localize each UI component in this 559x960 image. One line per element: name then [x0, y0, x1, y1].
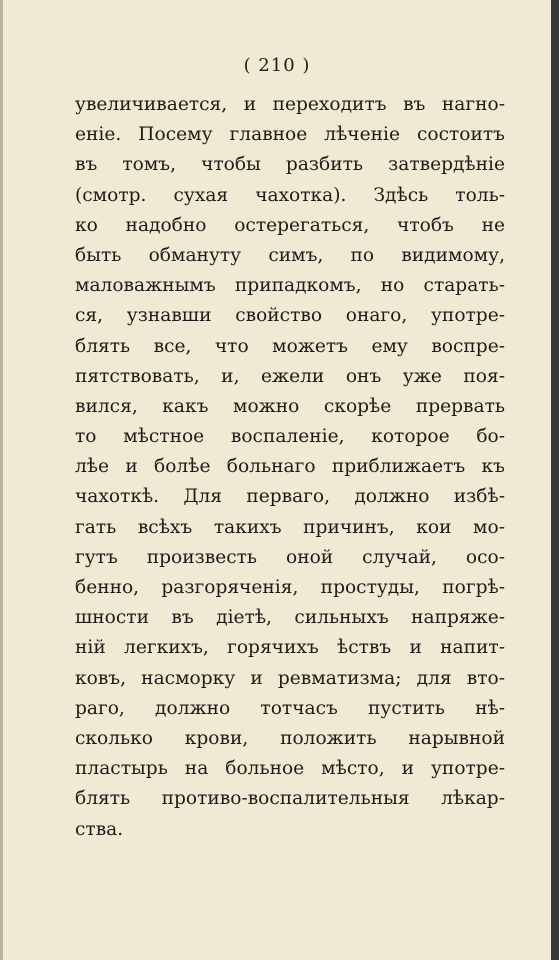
- text-line: гутъ произвесть оной случай, осо-: [75, 546, 505, 568]
- page-number: ( 210 ): [243, 55, 311, 76]
- text-line: блять все, что можетъ ему воспре-: [75, 335, 505, 357]
- text-line: ній легкихъ, горячихъ ѣствъ и напит-: [75, 637, 505, 659]
- text-line: бенно, разгоряченія, простуды, погрѣ-: [75, 577, 505, 598]
- text-line: вился, какъ можно скорѣе прервать: [75, 395, 505, 417]
- text-line: лѣе и болѣе больнаго приближаетъ къ: [75, 456, 505, 478]
- text-line: маловажнымъ припадкомъ, но старать-: [75, 275, 505, 297]
- text-line: гать всѣхъ такихъ причинъ, кои мо-: [75, 516, 505, 538]
- text-line: ко надобно остерегаться, чтобъ не: [75, 214, 505, 236]
- text-line: шности въ діетѣ, сильныхъ напряже-: [75, 607, 505, 629]
- text-line: быть обмануту симъ, по видимому,: [75, 244, 505, 266]
- text-line: то мѣстное воспаленіе, которое бо-: [75, 426, 505, 448]
- text-line: ся, узнавши свойство онаго, употре-: [75, 305, 505, 327]
- text-line: пластырь на больное мѣсто, и употре-: [75, 758, 505, 780]
- text-line: чахоткѣ. Для перваго, должно избѣ-: [75, 486, 505, 508]
- text-line: ковъ, насморку и ревматизма; для вто-: [75, 667, 505, 689]
- text-line: пятствовать, и, ежели онъ уже поя-: [75, 365, 505, 387]
- text-line-last: ства.: [75, 818, 124, 840]
- text-line: раго, должно тотчасъ пустить нѣ-: [75, 697, 505, 719]
- text-line: сколько крови, положить нарывной: [75, 727, 505, 749]
- text-line: еніе. Посему главное лѣченіе состоитъ: [75, 124, 505, 146]
- text-line: блять противо-воспалительныя лѣкар-: [75, 788, 505, 810]
- page-body-text: [75, 90, 505, 845]
- text-line: увеличивается, и переходитъ въ нагно-: [75, 94, 505, 115]
- text-line: въ томъ, чтобы разбить затвердѣніе: [75, 154, 505, 176]
- text-line: (смотр. сухая чахотка). Здѣсь толь-: [75, 184, 505, 206]
